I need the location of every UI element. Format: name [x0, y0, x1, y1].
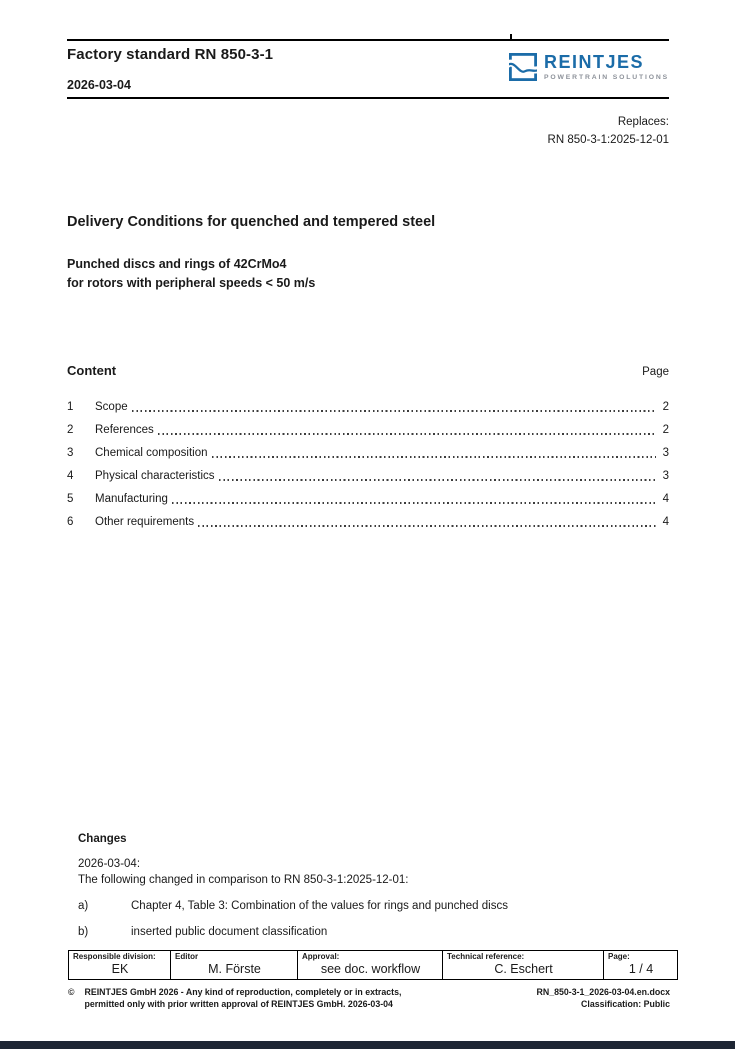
change-item-marker: b) — [78, 926, 89, 938]
cell-label: Responsible division: — [73, 952, 156, 961]
cell-label: Editor — [175, 952, 199, 961]
standard-title: Factory standard RN 850-3-1 — [67, 46, 274, 63]
copyright-block — [68, 986, 670, 1010]
approval-table — [68, 950, 678, 980]
toc-entry-scope — [67, 396, 669, 419]
toc-entry-label: Chemical composition — [95, 447, 208, 459]
toc-entry-label: Physical characteristics — [95, 470, 215, 482]
logo-brand: REINTJES — [544, 52, 645, 72]
toc-entry-number: 2 — [67, 424, 74, 436]
cell-value: C. Eschert — [494, 962, 553, 976]
approval-cell-responsible-division — [69, 951, 171, 980]
toc-entry-physical-characteristics — [67, 465, 669, 488]
subtitle-line-2: for rotors with peripheral speeds < 50 m/s — [67, 276, 316, 290]
toc-entry-number: 6 — [67, 516, 74, 528]
toc-entry-number: 5 — [67, 493, 74, 505]
toc-entry-label: Other requirements — [95, 516, 195, 528]
copyright-line-1: REINTJES GmbH 2026 - Any kind of reproduction, completely or in extracts, — [84, 987, 402, 997]
cell-value: 1 / 4 — [628, 962, 654, 976]
standard-date: 2026-03-04 — [67, 78, 131, 92]
toc-dot-leader — [132, 410, 656, 412]
approval-cell-page — [604, 951, 678, 980]
toc-entry-page: 2 — [662, 401, 669, 413]
logo-text — [544, 53, 669, 83]
changes-date: 2026-03-04: — [78, 858, 141, 870]
classification: Classification: Public — [581, 999, 670, 1009]
header-bottom-rule — [67, 97, 669, 99]
toc-entry-page: 2 — [662, 424, 669, 436]
reintjes-wave-icon — [509, 53, 537, 81]
document-title: Delivery Conditions for quenched and tempered steel — [67, 214, 436, 230]
toc-dot-leader — [172, 502, 656, 504]
toc-entry-references — [67, 419, 669, 442]
toc-page-label: Page — [642, 366, 669, 378]
toc-entry-other-requirements — [67, 511, 669, 534]
bottom-edge-bar — [0, 1041, 735, 1049]
toc-heading: Content — [67, 363, 117, 378]
copyright-left — [68, 986, 401, 1010]
change-item-text: inserted public document classification — [131, 926, 328, 938]
copyright-text — [84, 986, 401, 1010]
toc-entry-page: 3 — [662, 470, 669, 482]
cell-value: EK — [111, 962, 129, 976]
change-item-text: Chapter 4, Table 3: Combination of the values for rings and punched discs — [131, 900, 508, 912]
header-top-rule — [67, 39, 669, 41]
toc-dot-leader — [219, 479, 656, 481]
toc-entry-number: 4 — [67, 470, 74, 482]
toc-entry-page: 4 — [662, 516, 669, 528]
change-item-marker: a) — [78, 900, 89, 912]
toc-entry-label: Scope — [95, 401, 128, 413]
toc-heading-row — [67, 363, 669, 378]
approval-cell-technical-reference — [443, 951, 604, 980]
toc-entry-chemical-composition — [67, 442, 669, 465]
cell-value: M. Förste — [208, 962, 261, 976]
toc-dot-leader — [158, 433, 656, 435]
changes-section — [78, 833, 670, 940]
header-rule-tick — [510, 34, 512, 39]
table-of-contents — [67, 396, 669, 534]
subtitle-line-1: Punched discs and rings of 42CrMo4 — [67, 257, 287, 271]
cell-label: Approval: — [302, 952, 340, 961]
copyright-line-2: permitted only with prior written approval of REINTJES GmbH. 2026-03-04 — [84, 999, 393, 1009]
replaces-value: RN 850-3-1:2025-12-01 — [547, 134, 669, 146]
logo-tagline: POWERTRAIN SOLUTIONS — [544, 74, 669, 81]
document-subtitle — [67, 255, 315, 293]
change-item-b — [78, 924, 670, 940]
toc-entry-label: References — [95, 424, 154, 436]
replaces-label: Replaces: — [617, 116, 669, 128]
toc-entry-number: 1 — [67, 401, 74, 413]
replaces-block — [548, 113, 669, 149]
approval-cell-approval — [298, 951, 443, 980]
changes-intro: The following changed in comparison to RN 850-3-1:2025-12-01: — [78, 874, 409, 886]
cell-value: see doc. workflow — [320, 962, 421, 976]
cell-label: Page: — [608, 952, 630, 961]
copyright-right — [537, 986, 671, 1010]
toc-dot-leader — [198, 525, 656, 527]
toc-entry-page: 3 — [662, 447, 669, 459]
copyright-icon: © — [68, 987, 75, 997]
changes-heading: Changes — [78, 833, 127, 845]
change-item-a — [78, 898, 670, 914]
toc-entry-manufacturing — [67, 488, 669, 511]
toc-entry-number: 3 — [67, 447, 74, 459]
toc-entry-page: 4 — [662, 493, 669, 505]
toc-dot-leader — [212, 456, 657, 458]
cell-label: Technical reference: — [447, 952, 525, 961]
approval-cell-editor — [171, 951, 298, 980]
file-name: RN_850-3-1_2026-03-04.en.docx — [536, 987, 670, 997]
reintjes-logo — [509, 53, 669, 83]
toc-entry-label: Manufacturing — [95, 493, 168, 505]
